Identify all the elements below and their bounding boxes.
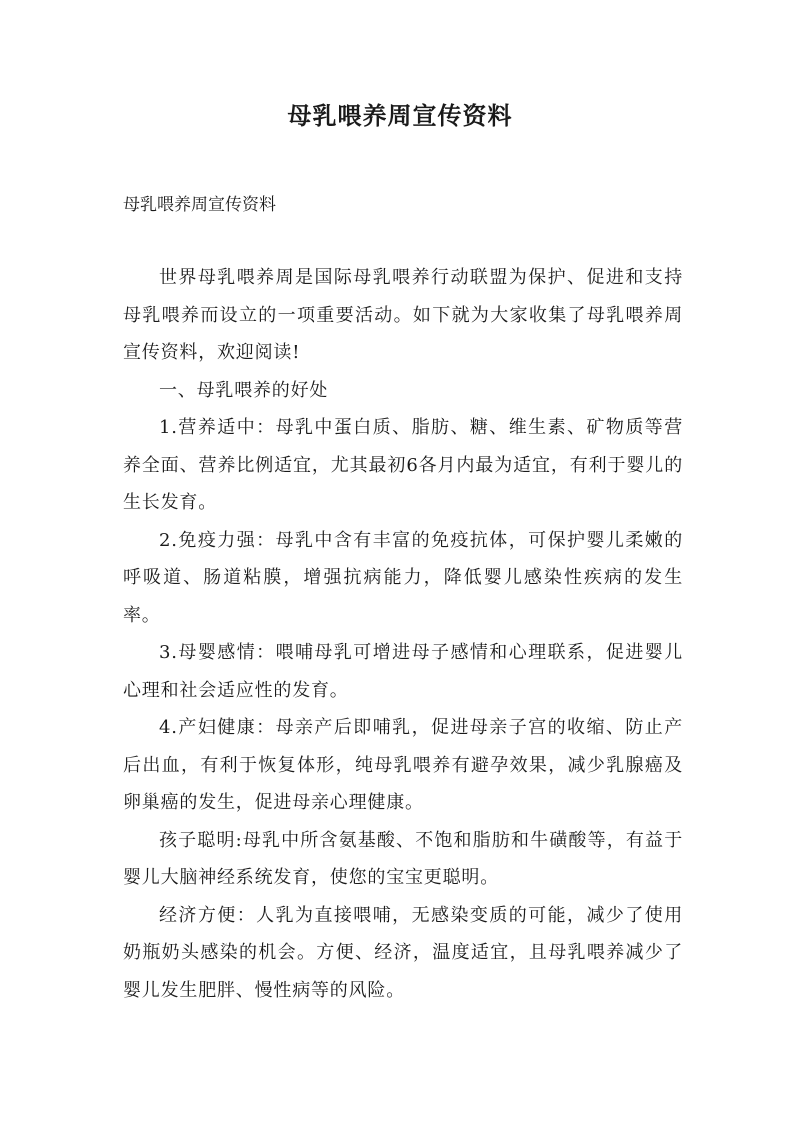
paragraph-economy: 经济方便：人乳为直接喂哺，无感染变质的可能，减少了使用奶瓶奶头感染的机会。方便、经济，温度适宜，且母乳喂养减少了婴儿发生肥胖、慢性病等的风险。 [123, 904, 683, 1001]
paragraph-maternal-health: 4.产妇健康：母亲产后即哺乳，促进母亲子宫的收缩、防止产后出血，有利于恢复体形，纯母乳喂养有避孕效果，减少乳腺癌及卵巢癌的发生，促进母亲心理健康。 [123, 717, 683, 813]
paragraph-bonding: 3.母婴感情：喂哺母乳可增进母子感情和心理联系，促进婴儿心理和社会适应性的发育。 [123, 642, 683, 701]
paragraph-intro: 世界母乳喂养周是国际母乳喂养行动联盟为保护、促进和支持母乳喂养而设立的一项重要活动。如下就为大家收集了母乳喂养周宣传资料，欢迎阅读! [123, 267, 683, 363]
document-subtitle: 母乳喂养周宣传资料 [123, 195, 276, 215]
document-body [123, 259, 683, 1009]
page-title: 母乳喂养周宣传资料 [287, 101, 513, 130]
paragraph-nutrition: 1.营养适中：母乳中蛋白质、脂肪、糖、维生素、矿物质等营养全面、营养比例适宜，尤其最初6各月内最为适宜，有利于婴儿的生长发育。 [123, 417, 683, 513]
section-heading: 一、母乳喂养的好处 [159, 379, 329, 401]
paragraph-intelligence: 孩子聪明:母乳中所含氨基酸、不饱和脂肪和牛磺酸等，有益于婴儿大脑神经系统发育，使您的宝宝更聪明。 [123, 829, 683, 888]
paragraph-immunity: 2.免疫力强：母乳中含有丰富的免疫抗体，可保护婴儿柔嫩的呼吸道、肠道粘膜，增强抗病能力，降低婴儿感染性疾病的发生率。 [123, 529, 683, 626]
